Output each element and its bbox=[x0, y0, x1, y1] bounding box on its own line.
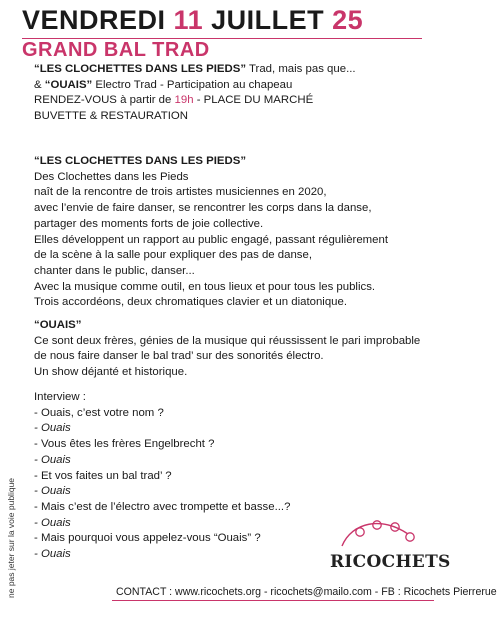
contact-line: CONTACT : www.ricochets.org - ricochets@mailo.com - FB : Ricochets Pierrerue bbox=[116, 586, 497, 598]
band-name-2: “OUAIS” bbox=[44, 78, 93, 91]
interview-question: - Mais pourquoi vous appelez-vous “Ouais” ? bbox=[34, 532, 261, 545]
intro-ampersand: & bbox=[34, 78, 45, 91]
intro-line-2 bbox=[34, 78, 356, 94]
paragraph-line: Ce sont deux frères, génies de la musique qui réussissent le pari improbable bbox=[34, 334, 421, 347]
intro-line-2-rest: Electro Trad - Participation au chapeau bbox=[92, 78, 293, 91]
interview-answer: - Ouais bbox=[34, 453, 71, 466]
interview-question: - Ouais, c’est votre nom ? bbox=[34, 406, 164, 419]
ouais-section bbox=[34, 318, 420, 381]
interview-section bbox=[34, 390, 290, 563]
paragraph-line: partager des moments forts de joie collective. bbox=[34, 217, 264, 230]
event-place: - PLACE DU MARCHÉ bbox=[193, 94, 314, 107]
event-time: 19h bbox=[174, 94, 194, 107]
date-number: 11 bbox=[173, 5, 204, 35]
intro-line-1 bbox=[34, 62, 356, 78]
year-label: 25 bbox=[332, 5, 364, 35]
intro-line-4: BUVETTE & RESTAURATION bbox=[34, 110, 189, 123]
rendezvous-prefix: RENDEZ-VOUS à partir de bbox=[34, 94, 175, 107]
paragraph-line: avec l’envie de faire danser, se rencontrer les corps dans la danse, bbox=[34, 202, 372, 215]
intro-block bbox=[34, 62, 356, 125]
day-label: VENDREDI bbox=[22, 5, 166, 35]
interview-question: - Vous êtes les frères Engelbrecht ? bbox=[34, 438, 215, 451]
paragraph-line: de la scène à la salle pour expliquer des pas de danse, bbox=[34, 249, 312, 262]
interview-answer: - Ouais bbox=[34, 485, 71, 498]
intro-line-1-rest: Trad, mais pas que... bbox=[246, 63, 356, 75]
paragraph-line: Un show déjanté et historique. bbox=[34, 366, 188, 379]
clochettes-heading: “LES CLOCHETTES DANS LES PIEDS” bbox=[34, 155, 247, 167]
intro-line-3 bbox=[34, 93, 356, 109]
paragraph-line: Des Clochettes dans les Pieds bbox=[34, 170, 189, 183]
paragraph-line: naît de la rencontre de trois artistes musiciennes en 2020, bbox=[34, 186, 327, 199]
paragraph-line: chanter dans le public, danser... bbox=[34, 264, 195, 277]
litter-notice: ne pas jeter sur la voie publique bbox=[6, 477, 16, 598]
clochettes-section bbox=[34, 154, 388, 311]
interview-answer: - Ouais bbox=[34, 516, 71, 529]
interview-heading: Interview : bbox=[34, 391, 86, 403]
month-label: JUILLET bbox=[211, 5, 325, 35]
interview-answer: - Ouais bbox=[34, 422, 71, 435]
event-title bbox=[22, 4, 422, 39]
footer-divider bbox=[112, 600, 434, 601]
paragraph-line: Elles développent un rapport au public engagé, passant régulièrement bbox=[34, 233, 388, 246]
paragraph-line: Trois accordéons, deux chromatiques clavier et un diatonique. bbox=[34, 296, 347, 309]
ricochets-logo bbox=[330, 516, 451, 574]
interview-answer: - Ouais bbox=[34, 548, 71, 561]
interview-question: - Mais c’est de l’électro avec trompette et basse...? bbox=[34, 500, 291, 513]
band-name-1: “LES CLOCHETTES DANS LES PIEDS” bbox=[34, 63, 247, 75]
paragraph-line: Avec la musique comme outil, en tous lieux et pour tous les publics. bbox=[34, 280, 376, 293]
paragraph-line: de nous faire danser le bal trad’ sur des sonorités électro. bbox=[34, 350, 324, 363]
ouais-heading: “OUAIS” bbox=[34, 319, 82, 331]
logo-wordmark: RICOCHETS bbox=[330, 552, 451, 572]
event-subtitle: GRAND BAL TRAD bbox=[22, 39, 210, 61]
interview-question: - Et vos faites un bal trad’ ? bbox=[34, 469, 172, 482]
